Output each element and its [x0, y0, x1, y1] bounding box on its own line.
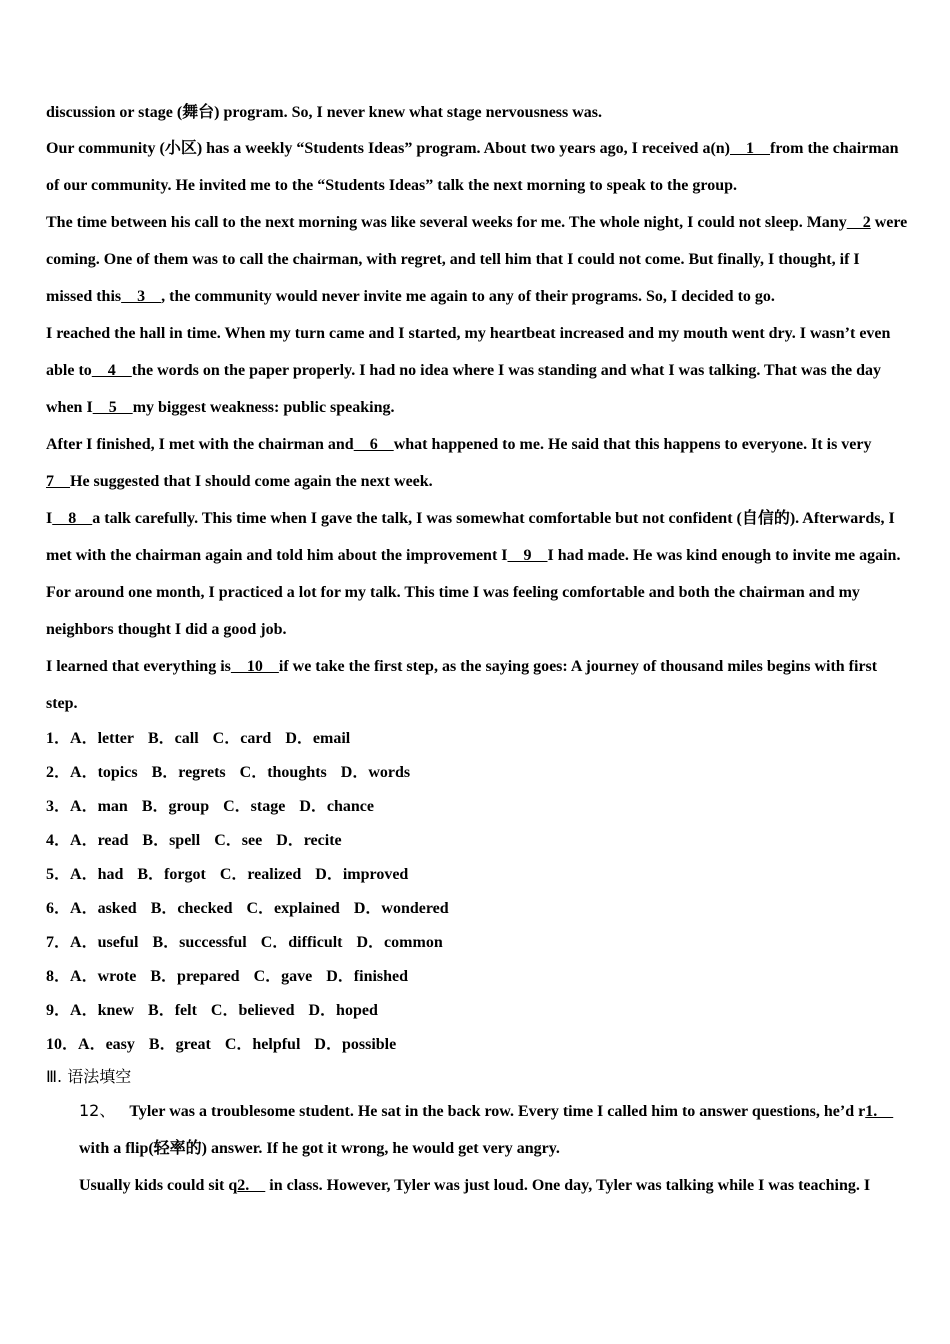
- option[interactable]: B．forgot: [137, 866, 206, 883]
- question-number: 3．: [46, 798, 71, 815]
- option[interactable]: B．great: [148, 1036, 211, 1053]
- option[interactable]: A．wrote: [70, 968, 137, 985]
- option[interactable]: D．hoped: [308, 1002, 378, 1019]
- section-heading: Ⅲ. 语法填空: [46, 1067, 132, 1086]
- question-row: [46, 960, 908, 994]
- question-row: [46, 824, 908, 858]
- question-row: [46, 722, 908, 756]
- option[interactable]: B．regrets: [151, 764, 226, 781]
- option[interactable]: A．topics: [70, 764, 138, 781]
- option[interactable]: A．asked: [70, 900, 137, 917]
- passage-paragraph-2: The time between his call to the next morning was like several weeks for me. The whole night, I could not sleep. Many 2 were coming. One of them was to call the chairman, with regret, and tell him that I could not come. But finally, I thought, if I missed this 3 , the community would never invite me again to any of their programs. So, I decided to go.: [46, 214, 908, 305]
- question-row: [46, 1028, 908, 1062]
- blank-3[interactable]: 3: [121, 288, 162, 305]
- question-number: 8．: [46, 968, 71, 985]
- option[interactable]: B．call: [147, 730, 199, 747]
- option[interactable]: B．spell: [142, 832, 201, 849]
- blank-8[interactable]: 8: [52, 510, 93, 527]
- option[interactable]: C．difficult: [260, 934, 343, 951]
- blank-1[interactable]: 1: [730, 140, 770, 157]
- question-row: [46, 756, 908, 790]
- blank-2[interactable]: 2: [846, 214, 871, 231]
- question-number: 9．: [46, 1002, 71, 1019]
- option[interactable]: C．thoughts: [239, 764, 327, 781]
- grammar-blank-1[interactable]: 1.: [865, 1103, 894, 1120]
- grammar-blank-2[interactable]: 2.: [237, 1177, 266, 1194]
- option[interactable]: C．realized: [219, 866, 302, 883]
- question-row: [46, 892, 908, 926]
- grammar-fill-paragraph-1: 12、 Tyler was a troublesome student. He sat in the back row. Every time I called him to answer questions, he’d r1. with a flip(轻率的) answer. If he got it wrong, he would get very angry.: [79, 1101, 894, 1157]
- passage-paragraph-1: Our community (小区) has a weekly “Students Ideas” program. About two years ago, I received a(n) 1 from the chairman of our community. He invited me to the “Students Ideas” talk the next morning to speak to the group.: [46, 140, 899, 194]
- option[interactable]: D．improved: [315, 866, 409, 883]
- grammar-fill-paragraph-2: Usually kids could sit q2. in class. However, Tyler was just loud. One day, Tyler was talking while I was teaching. I: [79, 1177, 871, 1194]
- blank-5[interactable]: 5: [92, 399, 133, 416]
- option[interactable]: C．see: [214, 832, 263, 849]
- option[interactable]: A．man: [70, 798, 128, 815]
- blank-9[interactable]: 9: [507, 547, 548, 564]
- question-number: 10．: [46, 1036, 79, 1053]
- question-number: 7．: [46, 934, 71, 951]
- option[interactable]: D．email: [285, 730, 351, 747]
- option[interactable]: D．common: [356, 934, 443, 951]
- option[interactable]: A．had: [70, 866, 124, 883]
- passage-paragraph-4: After I finished, I met with the chairman and 6 what happened to me. He said that this happens to everyone. It is very 7 He suggested that I should come again the next week.: [46, 436, 872, 490]
- question-number: 6．: [46, 900, 71, 917]
- question-number: 5．: [46, 866, 71, 883]
- option[interactable]: C．gave: [253, 968, 313, 985]
- option[interactable]: A．knew: [70, 1002, 135, 1019]
- option[interactable]: C．explained: [246, 900, 340, 917]
- option[interactable]: C．helpful: [224, 1036, 301, 1053]
- option[interactable]: A．letter: [70, 730, 134, 747]
- option[interactable]: B．felt: [148, 1002, 197, 1019]
- question-number: 2．: [46, 764, 71, 781]
- option[interactable]: B．group: [141, 798, 210, 815]
- passage-paragraph-6: For around one month, I practiced a lot for my talk. This time I was feeling comfortable and both the chairman and my neighbors thought I did a good job.: [46, 584, 860, 638]
- question-number: 4．: [46, 832, 71, 849]
- question-list: [46, 722, 908, 1062]
- option[interactable]: D．words: [340, 764, 411, 781]
- option[interactable]: C．stage: [223, 798, 286, 815]
- passage-paragraph-5: I 8 a talk carefully. This time when I gave the talk, I was somewhat comfortable but not confident (自信的). Afterwards, I met with the chairman again and told him about the improvement I 9 I had made. He was kind enough to invite me again.: [46, 510, 901, 564]
- option[interactable]: D．chance: [299, 798, 374, 815]
- passage-line-0: discussion or stage (舞台) program. So, I never knew what stage nervousness was.: [46, 104, 603, 121]
- blank-6[interactable]: 6: [353, 436, 394, 453]
- question-row: [46, 858, 908, 892]
- question-row: [46, 790, 908, 824]
- option[interactable]: C．card: [212, 730, 272, 747]
- option[interactable]: A．easy: [78, 1036, 135, 1053]
- option[interactable]: B．prepared: [150, 968, 240, 985]
- passage-paragraph-3: I reached the hall in time. When my turn came and I started, my heartbeat increased and my mouth went dry. I wasn’t even able to 4 the words on the paper properly. I had no idea where I was standing and what I was talking. That was the day when I 5 my biggest weakness: public speaking.: [46, 325, 891, 416]
- question-row: [46, 994, 908, 1028]
- passage-paragraph-7: I learned that everything is 10 if we take the first step, as the saying goes: A journey of thousand miles begins with first step.: [46, 658, 878, 712]
- option[interactable]: D．wondered: [353, 900, 449, 917]
- option[interactable]: A．read: [70, 832, 129, 849]
- question-number: 1．: [46, 730, 71, 747]
- question-label: 12、: [79, 1101, 116, 1120]
- blank-4[interactable]: 4: [91, 362, 132, 379]
- option[interactable]: D．possible: [314, 1036, 397, 1053]
- option[interactable]: D．recite: [276, 832, 342, 849]
- option[interactable]: D．finished: [326, 968, 409, 985]
- option[interactable]: B．checked: [150, 900, 233, 917]
- option[interactable]: C．believed: [210, 1002, 295, 1019]
- blank-7[interactable]: 7: [46, 473, 70, 490]
- blank-10[interactable]: 10: [230, 658, 279, 675]
- option[interactable]: A．useful: [70, 934, 139, 951]
- document-page: [46, 96, 908, 1204]
- question-row: [46, 926, 908, 960]
- option[interactable]: B．successful: [152, 934, 247, 951]
